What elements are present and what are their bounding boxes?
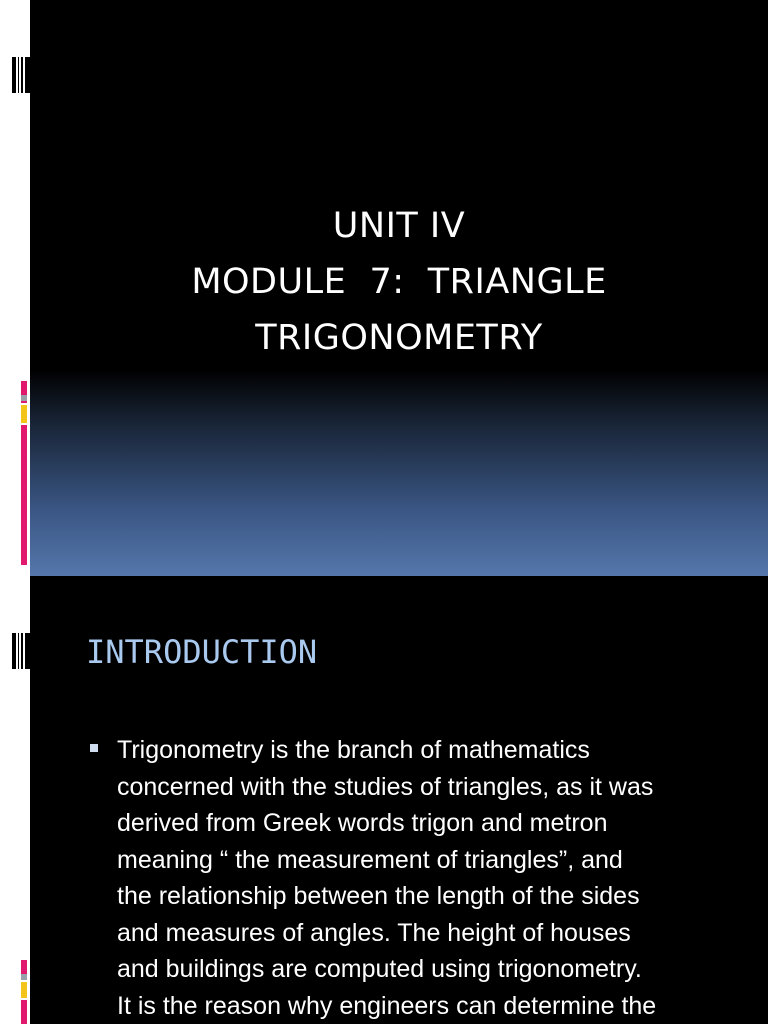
bullet-line: derived from Greek words trigon and metron <box>117 809 608 837</box>
bullet-line: meaning “ the measurement of triangles”, and <box>117 845 623 874</box>
bullet-text <box>117 732 750 1024</box>
bullet-line: the relationship between the length of the sides <box>117 882 640 910</box>
bullet-line: and measures of angles. The height of houses <box>117 918 631 947</box>
pink-strip-long <box>21 1000 27 1024</box>
yellow-strip <box>21 982 27 998</box>
bullet-line: and buildings are computed using trigonometry. <box>117 955 642 983</box>
introduction-slide <box>0 576 768 1024</box>
barcode-icon <box>12 57 30 93</box>
title-line-2: MODULE 7: TRIANGLE <box>191 262 607 302</box>
pink-strip <box>21 960 27 974</box>
slide-title <box>30 198 768 366</box>
bullet-icon <box>90 744 98 752</box>
bullet-item <box>90 732 750 1024</box>
gray-strip <box>21 974 27 980</box>
title-line-3: TRIGONOMETRY <box>255 318 543 358</box>
bullet-line: concerned with the studies of triangles, as it was <box>117 772 654 801</box>
pink-strip-long <box>21 425 27 565</box>
title-line-1: UNIT IV <box>332 206 466 246</box>
section-heading: INTRODUCTION <box>86 633 318 671</box>
yellow-strip <box>21 405 27 423</box>
gray-strip <box>21 395 27 401</box>
bullet-line: It is the reason why engineers can determine the <box>117 991 657 1020</box>
barcode-icon <box>12 633 30 669</box>
bullet-line: Trigonometry is the branch of mathematics <box>117 736 590 764</box>
